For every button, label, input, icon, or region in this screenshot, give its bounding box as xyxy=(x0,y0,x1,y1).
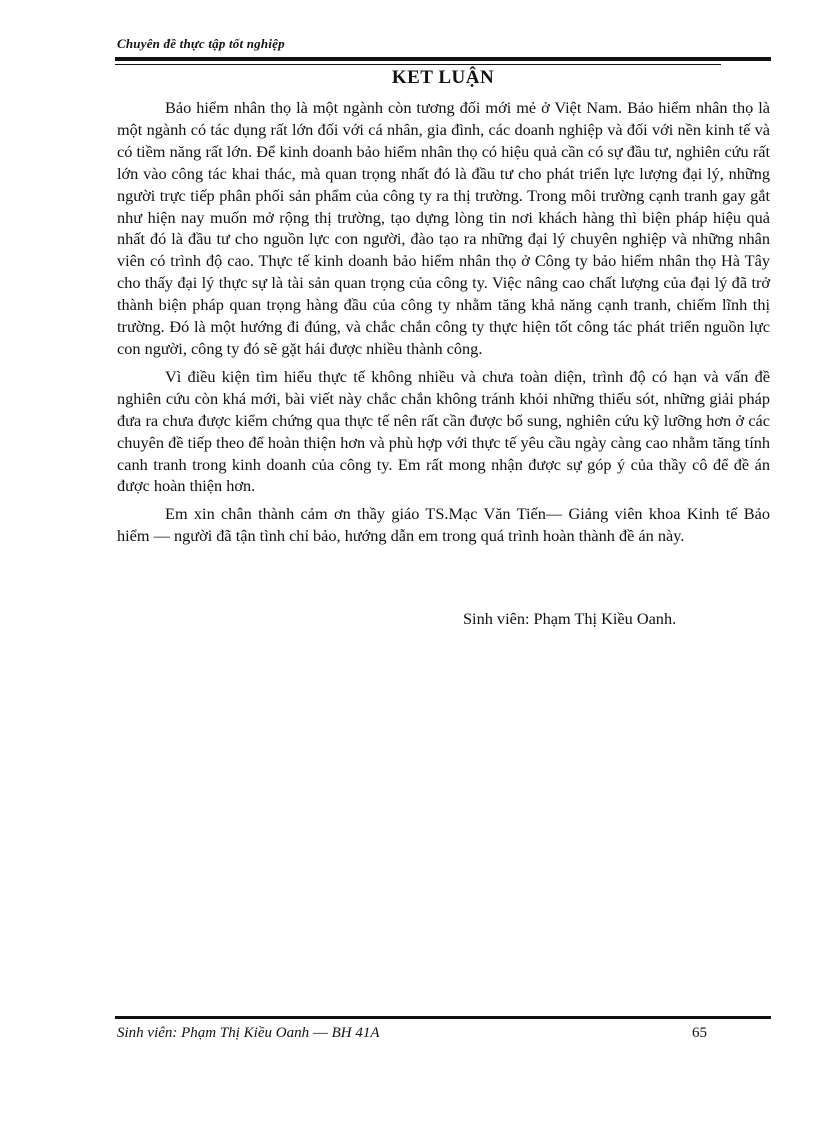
paragraph-1: Bảo hiểm nhân thọ là một ngành còn tương đối mới mẻ ở Việt Nam. Bảo hiểm nhân thọ là một ngành có tác dụng rất lớn đối với cá nhân, gia đình, các doanh nghiệp và đối với nền kinh tế và có tiềm năng rất lớn. Để kinh doanh bảo hiểm nhân thọ có hiệu quả cần có sự đầu tư, nghiên cứu rất lớn vào công tác khai thác, mà quan trọng nhất đó là đầu tư cho phát triển lực lượng đại lý, những người trực tiếp phân phối sản phẩm của công ty ra thị trường. Trong môi trường cạnh tranh gay gắt như hiện nay muốn mở rộng thị trường, tạo dựng lòng tin nơi khách hàng thì biện pháp hiệu quả nhất đó là đầu tư cho nguồn lực con người, đào tạo ra những đại lý chuyên nghiệp và những nhân viên có trình độ cao. Thực tế kinh doanh bảo hiểm nhân thọ ở Công ty bảo hiểm nhân thọ Hà Tây cho thấy đại lý thực sự là tài sản quan trọng của công ty. Việc nâng cao chất lượng của đại lý đã trở thành biện pháp quan trọng hàng đầu của công ty nhằm tăng khả năng cạnh tranh, chiếm lĩnh thị trường. Đó là một hướng đi đúng, và chắc chắn công ty thực hiện tốt công tác phát triển nguồn lực con người, công ty đó sẽ gặt hái được nhiều thành công. xyxy=(117,98,770,358)
footer-separator: — xyxy=(309,1025,332,1041)
running-header-title: Chuyên đề thực tập tốt nghiệp xyxy=(117,36,285,51)
paragraph-2: Vì điều kiện tìm hiểu thực tế không nhiều và chưa toàn diện, trình độ có hạn và vấn đề nghiên cứu còn khá mới, bài viết này chắc chắn không tránh khỏi những thiếu sót, những giải pháp đưa ra chưa được kiểm chứng qua thực tế nên rất cần được bổ sung, nghiên cứu kỹ lưỡng hơn ở các chuyên đề tiếp theo để hoàn thiện hơn và phù hợp với thực tế yêu cầu ngày càng cao nhằm tăng tính canh tranh trong kinh doanh của công ty. Em rất mong nhận được sự góp ý của thầy cô để đề án được hoàn thiện hơn. xyxy=(117,366,770,496)
paragraph-3: Em xin chân thành cảm ơn thầy giáo TS.Mạc Văn Tiến— Giảng viên khoa Kinh tế Bảo hiểm — người đã tận tình chỉ bảo, hướng dẫn em trong quá trình hoàn thành đề án này. xyxy=(117,504,770,546)
footer-student-name: Sinh viên: Phạm Thị Kiều Oanh xyxy=(117,1025,310,1041)
header-rule-thin xyxy=(115,64,721,65)
page-heading: KET LUẬN xyxy=(391,67,495,88)
signature-line: Sinh viên: Phạm Thị Kiều Oanh. xyxy=(463,609,677,628)
page-number: 65 xyxy=(692,1025,707,1041)
body-text xyxy=(117,97,770,553)
footer-class-code: BH 41A xyxy=(331,1025,380,1041)
header-rule-thick xyxy=(115,57,771,61)
footer-author xyxy=(117,1025,380,1042)
footer-rule xyxy=(115,1016,771,1019)
